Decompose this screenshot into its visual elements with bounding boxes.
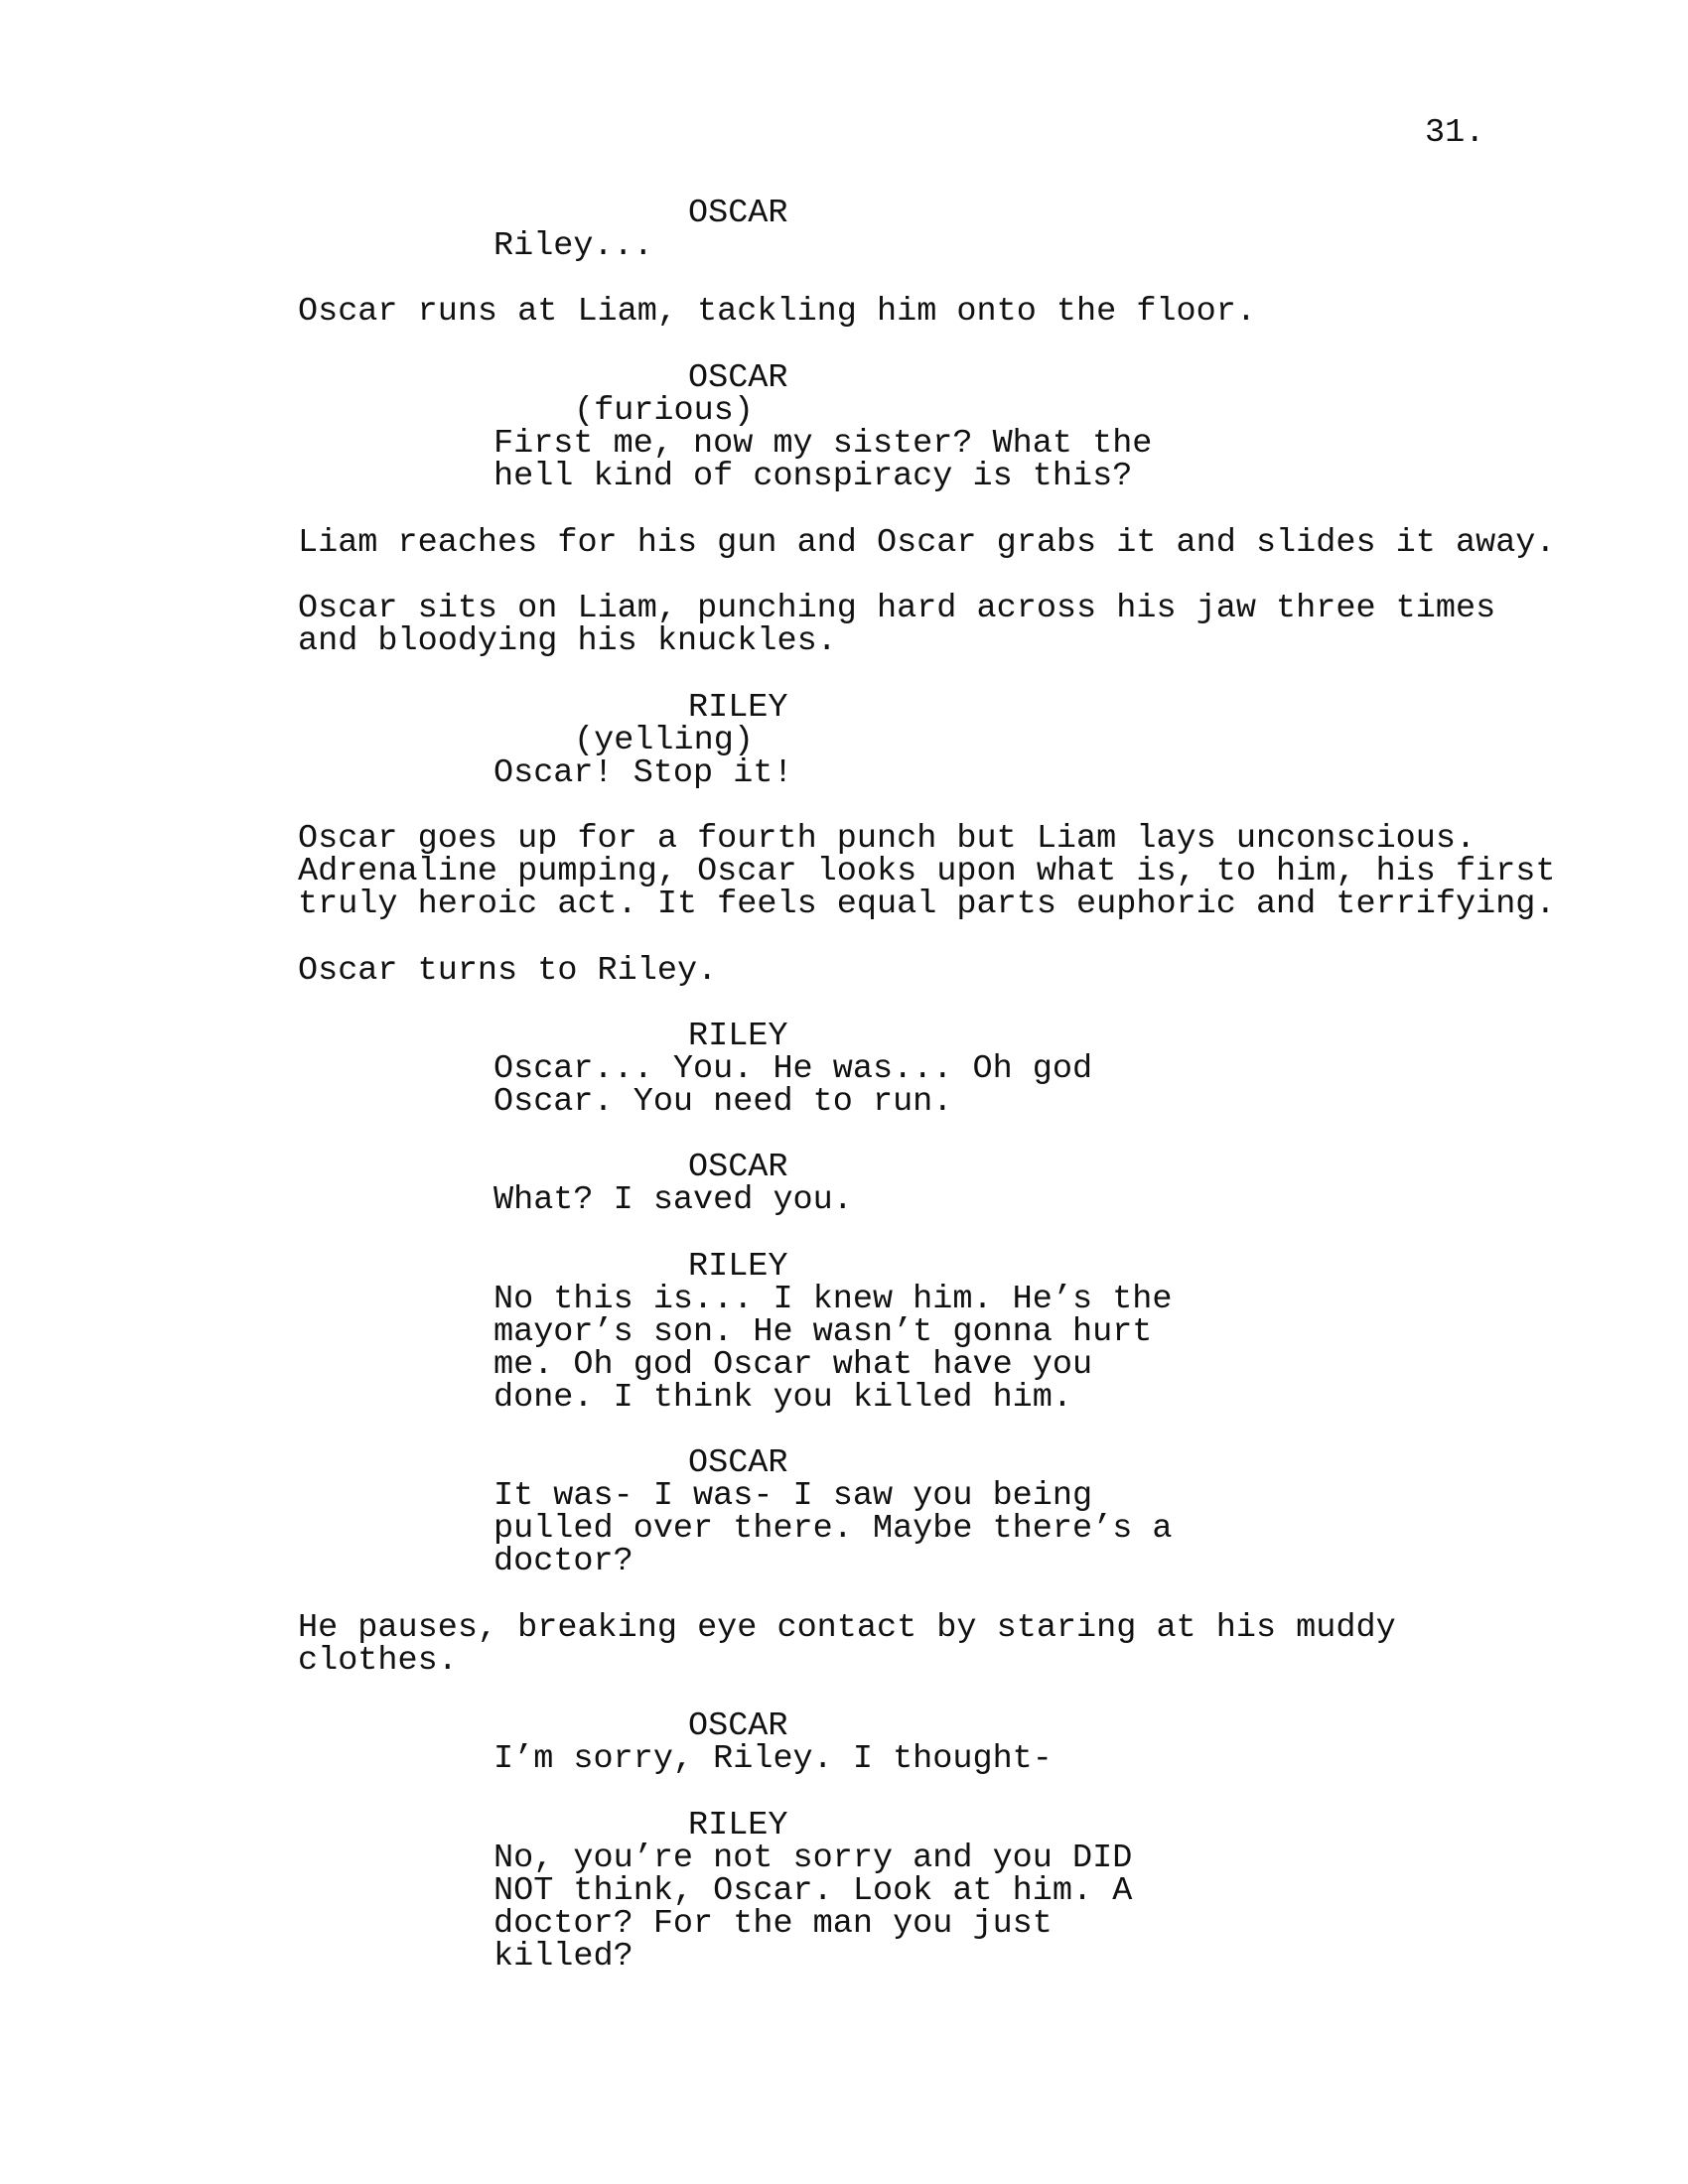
dialogue-line: me. Oh god Oscar what have you [493,1346,1093,1384]
character-cue: OSCAR [688,1707,788,1745]
dialogue-line: doctor? [493,1543,633,1580]
character-cue: OSCAR [688,195,788,232]
action-line: clothes. [298,1642,458,1680]
action-line: He pauses, breaking eye contact by staring at his muddy [298,1609,1396,1647]
action-line: Adrenaline pumping, Oscar looks upon what is, to him, his first [298,853,1556,890]
dialogue-line: It was- I was- I saw you being [493,1477,1093,1515]
dialogue-line: No this is... I knew him. He’s the [493,1281,1173,1318]
action-line: Liam reaches for his gun and Oscar grabs it and slides it away. [298,524,1556,562]
dialogue-line: pulled over there. Maybe there’s a [493,1510,1173,1548]
dialogue-line: First me, now my sister? What the [493,425,1153,463]
dialogue-line: No, you’re not sorry and you DID [493,1840,1133,1877]
character-cue: OSCAR [688,359,788,397]
character-cue: OSCAR [688,1149,788,1186]
dialogue-line: Riley... [493,227,653,265]
dialogue-line: Oscar! Stop it! [493,754,793,792]
action-line: Oscar sits on Liam, punching hard across his jaw three times [298,590,1496,627]
character-cue: RILEY [688,689,788,727]
character-cue: OSCAR [688,1444,788,1482]
dialogue-line: killed? [493,1938,633,1976]
action-line: and bloodying his knuckles. [298,622,837,660]
dialogue-line: Oscar... You. He was... Oh god [493,1050,1093,1088]
dialogue-line: mayor’s son. He wasn’t gonna hurt [493,1313,1153,1351]
action-line: Oscar runs at Liam, tackling him onto the floor. [298,293,1256,331]
parenthetical: (yelling) [574,722,754,759]
dialogue-line: I’m sorry, Riley. I thought- [493,1740,1053,1778]
dialogue-line: NOT think, Oscar. Look at him. A [493,1872,1133,1910]
action-line: Oscar goes up for a fourth punch but Liam lays unconscious. [298,820,1477,858]
character-cue: RILEY [688,1018,788,1055]
character-cue: RILEY [688,1248,788,1286]
dialogue-line: What? I saved you. [493,1181,853,1219]
dialogue-line: Oscar. You need to run. [493,1083,953,1121]
dialogue-line: done. I think you killed him. [493,1379,1072,1417]
action-line: truly heroic act. It feels equal parts euphoric and terrifying. [298,886,1556,923]
page-number: 31. [1425,114,1485,152]
parenthetical: (furious) [574,392,754,430]
dialogue-line: doctor? For the man you just [493,1905,1053,1943]
character-cue: RILEY [688,1807,788,1844]
action-line: Oscar turns to Riley. [298,952,718,990]
dialogue-line: hell kind of conspiracy is this? [493,458,1133,495]
